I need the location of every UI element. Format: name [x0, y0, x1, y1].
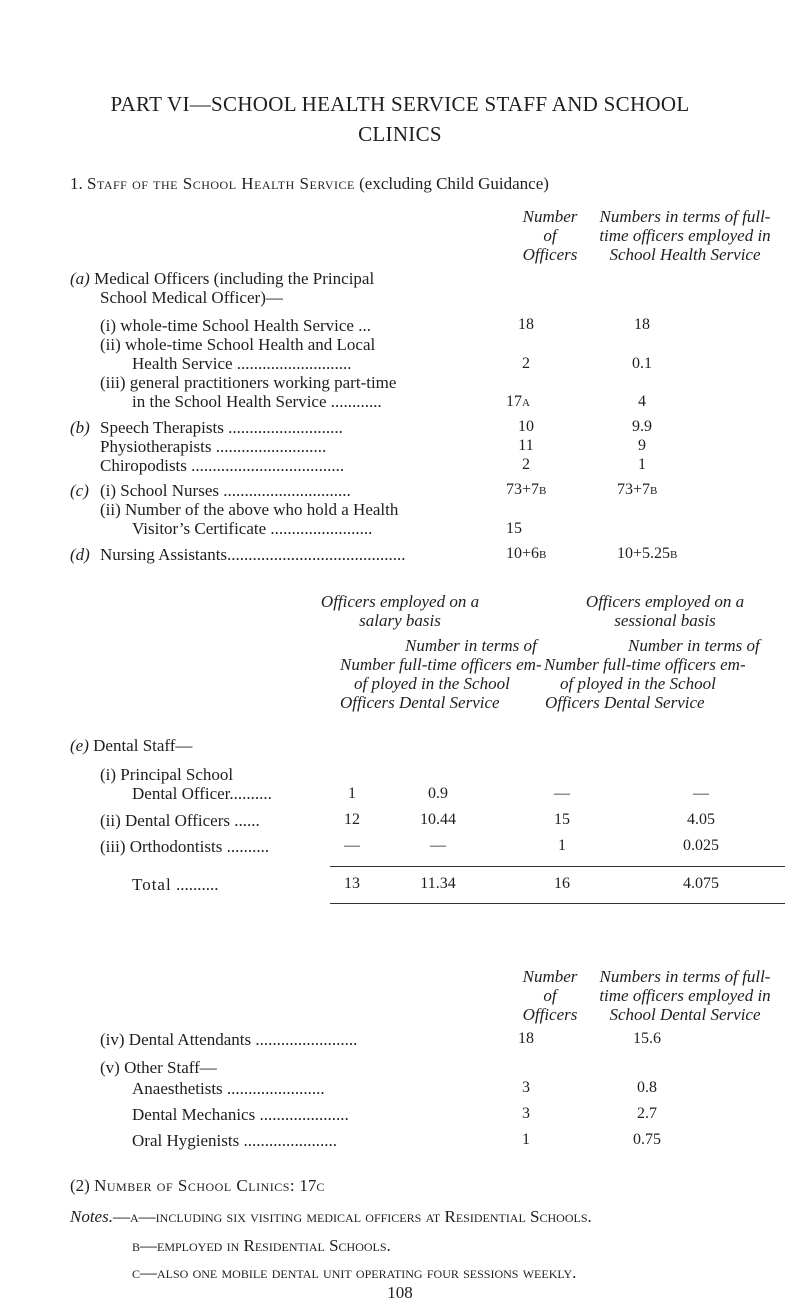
header-salary-basis: Officers employed on a salary basis [320, 592, 480, 630]
dental-row-ii-n1: 12 [344, 811, 360, 828]
anaesthetists-row: Anaesthetists ....................... [132, 1079, 325, 1098]
medical-row-i-number: 18 [518, 316, 534, 333]
dental-row-iii-n2: 1 [558, 837, 566, 854]
note-b: b—employed in Residential Schools. [132, 1236, 391, 1255]
oral-hygienists-fulltime: 0.75 [633, 1131, 661, 1148]
nursing-fulltime: 10+5.25b [617, 545, 678, 562]
dental-row-ii: (ii) Dental Officers ...... [100, 811, 260, 830]
therapists-chiro-fulltime: 1 [638, 456, 646, 473]
medical-officers-heading: (a) Medical Officers (including the Principal [70, 269, 375, 288]
salary-subheader-line3: of ployed in the School [354, 674, 510, 693]
note-a: Notes.—a—including six visiting medical officers at Residential Schools. [70, 1207, 592, 1226]
salary-subheader-line2: Number full-time officers em- [340, 655, 542, 674]
header-fulltime-equivalents: Numbers in terms of full- time officers employed in School Health Service [599, 207, 771, 264]
page-number: 108 [387, 1283, 413, 1302]
header-b-fulltime-equivalents: Numbers in terms of full- time officers employed in School Dental Service [599, 967, 771, 1024]
page-title: PART VI—SCHOOL HEALTH SERVICE STAFF AND SCHOOL [110, 92, 690, 116]
page-title-line2: CLINICS [358, 122, 442, 146]
dental-row-ii-f1: 10.44 [420, 811, 456, 828]
dental-mechanics-number: 3 [522, 1105, 530, 1122]
dental-row-i-f1: 0.9 [428, 785, 448, 802]
header-b-number-of-officers: Number of Officers [522, 967, 578, 1024]
sessional-subheader-line2: Number full-time officers em- [544, 655, 746, 674]
dental-mechanics-row: Dental Mechanics ..................... [132, 1105, 349, 1124]
medical-officers-heading-line2: School Medical Officer)— [100, 288, 283, 307]
dental-staff-heading: (e) Dental Staff— [70, 736, 193, 755]
nurses-label: (c) [70, 481, 89, 500]
therapists-row-speech: Speech Therapists ........................... [100, 418, 343, 437]
therapists-row-physio: Physiotherapists .......................... [100, 437, 327, 456]
medical-row-ii-number: 2 [522, 355, 530, 372]
medical-row-iii: (iii) general practitioners working part-time [100, 373, 397, 392]
dental-row-i-line2: Dental Officer.......... [132, 784, 272, 803]
nurses-row-ii: (ii) Number of the above who hold a Health [100, 500, 399, 519]
dental-row-i: (i) Principal School [100, 765, 234, 784]
medical-row-ii-fulltime: 0.1 [632, 355, 652, 372]
medical-row-ii-line2: Health Service ........................... [132, 354, 352, 373]
nursing-row: Nursing Assistants.......................................... [100, 545, 406, 564]
medical-row-i-fulltime: 18 [634, 316, 650, 333]
header-number-of-officers: Number of Officers [522, 207, 578, 264]
salary-subheader-line1: Number in terms of [405, 636, 537, 655]
nurses-row-ii-line2: Visitor’s Certificate ........................ [132, 519, 373, 538]
nurses-row-ii-number: 15 [506, 520, 522, 537]
therapists-row-chiro: Chiropodists .................................... [100, 456, 345, 475]
dental-mechanics-fulltime: 2.7 [637, 1105, 657, 1122]
sessional-subheader-line4: Officers Dental Service [545, 693, 705, 712]
total-rule-bottom [330, 903, 785, 904]
dental-total-label: Total .......... [132, 875, 219, 894]
anaesthetists-fulltime: 0.8 [637, 1079, 657, 1096]
dental-attendants-number: 18 [518, 1030, 534, 1047]
medical-row-iii-line2: in the School Health Service ............ [132, 392, 382, 411]
dental-total-n1: 13 [344, 875, 360, 892]
dental-row-iii: (iii) Orthodontists .......... [100, 837, 270, 856]
medical-row-ii: (ii) whole-time School Health and Local [100, 335, 376, 354]
sessional-subheader-line1: Number in terms of [628, 636, 760, 655]
sessional-subheader-line3: of ployed in the School [560, 674, 716, 693]
medical-row-i: (i) whole-time School Health Service ... [100, 316, 371, 335]
nurses-row-i-number: 73+7b [506, 481, 547, 498]
medical-row-iii-fulltime: 4 [638, 393, 646, 410]
header-sessional-basis: Officers employed on a sessional basis [585, 592, 745, 630]
dental-row-iii-f1: — [430, 837, 446, 854]
anaesthetists-number: 3 [522, 1079, 530, 1096]
therapists-chiro-number: 2 [522, 456, 530, 473]
salary-subheader-line4: Officers Dental Service [340, 693, 500, 712]
nursing-label: (d) [70, 545, 90, 564]
therapists-label: (b) [70, 418, 90, 437]
dental-row-i-f2: — [693, 785, 709, 802]
dental-row-iii-n1: — [344, 837, 360, 854]
other-staff-heading: (v) Other Staff— [100, 1058, 217, 1077]
section-1-heading: 1. Staff of the School Health Service (excluding Child Guidance) [70, 174, 549, 193]
nurses-row-i: (i) School Nurses .............................. [100, 481, 351, 500]
dental-row-iii-f2: 0.025 [683, 837, 719, 854]
section-2-heading: (2) Number of School Clinics: 17c [70, 1176, 325, 1195]
nursing-number: 10+6b [506, 545, 547, 562]
dental-attendants-fulltime: 15.6 [633, 1030, 661, 1047]
dental-row-i-n1: 1 [348, 785, 356, 802]
dental-attendants-row: (iv) Dental Attendants ........................ [100, 1030, 358, 1049]
therapists-speech-number: 10 [518, 418, 534, 435]
therapists-physio-fulltime: 9 [638, 437, 646, 454]
dental-row-ii-n2: 15 [554, 811, 570, 828]
nurses-row-i-fulltime: 73+7b [617, 481, 658, 498]
oral-hygienists-number: 1 [522, 1131, 530, 1148]
dental-total-f2: 4.075 [683, 875, 719, 892]
dental-total-f1: 11.34 [420, 875, 456, 892]
dental-row-ii-f2: 4.05 [687, 811, 715, 828]
medical-row-iii-number: 17a [506, 393, 530, 410]
dental-total-n2: 16 [554, 875, 570, 892]
oral-hygienists-row: Oral Hygienists ...................... [132, 1131, 337, 1150]
therapists-speech-fulltime: 9.9 [632, 418, 652, 435]
note-c: c—also one mobile dental unit operating four sessions weekly. [132, 1263, 577, 1282]
therapists-physio-number: 11 [518, 437, 534, 454]
dental-row-i-n2: — [554, 785, 570, 802]
total-rule-top [330, 866, 785, 867]
